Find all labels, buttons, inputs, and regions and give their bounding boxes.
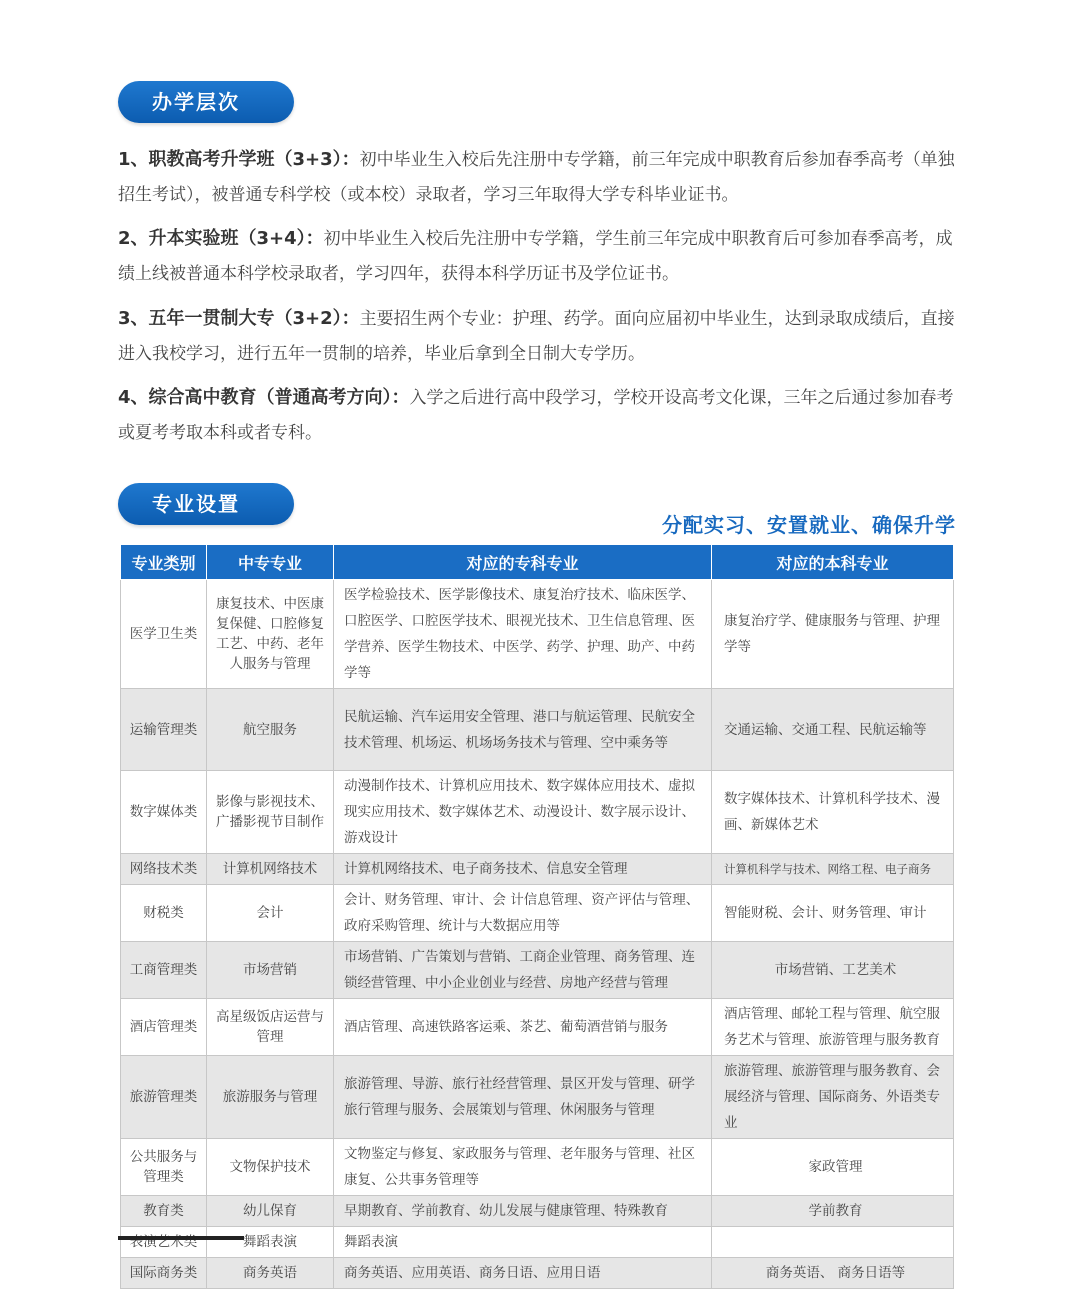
secondary-major-cell: 影像与影视技术、广播影视节目制作 xyxy=(207,771,334,854)
bachelor-major-cell: 交通运输、交通工程、民航运输等 xyxy=(712,689,954,771)
college-major-cell: 酒店管理、高速铁路客运乘、茶艺、葡萄酒营销与服务 xyxy=(334,999,712,1056)
header-secondary-major: 中专专业 xyxy=(207,545,334,580)
program-heading: 4、综合高中教育（普通高考方向）： xyxy=(118,387,410,408)
bachelor-major-cell: 计算机科学与技术、网络工程、电子商务 xyxy=(712,854,954,885)
secondary-major-cell: 高星级饭店运营与管理 xyxy=(207,999,334,1056)
program-text: 初中毕业生入校后先注册中专学籍，前三年完成中职教育后参加春季高考（单独招生考试），被普通专科学校（或本校）录取者，学习三年取得大学专科毕业证书。 xyxy=(118,150,955,205)
program-item xyxy=(118,380,968,451)
college-major-cell: 文物鉴定与修复、家政服务与管理、老年服务与管理、社区康复、公共事务管理等 xyxy=(334,1139,712,1196)
slogan: 分配实习、安置就业、确保升学 xyxy=(662,513,956,537)
secondary-major-cell: 会计 xyxy=(207,885,334,942)
table-row xyxy=(121,854,954,885)
category-cell: 网络技术类 xyxy=(121,854,207,885)
header-college-major: 对应的专科专业 xyxy=(334,545,712,580)
bachelor-major-cell: 市场营销、工艺美术 xyxy=(712,942,954,999)
table-row xyxy=(121,942,954,999)
secondary-major-cell: 康复技术、中医康复保健、口腔修复工艺、中药、老年人服务与管理 xyxy=(207,580,334,689)
college-major-cell: 民航运输、汽车运用安全管理、港口与航运管理、民航安全技术管理、机场运、机场场务技术与管理、空中乘务等 xyxy=(334,689,712,771)
table-body xyxy=(121,580,954,1289)
secondary-major-cell: 文物保护技术 xyxy=(207,1139,334,1196)
college-major-cell: 动漫制作技术、计算机应用技术、数字媒体应用技术、虚拟现实应用技术、数字媒体艺术、动漫设计、数字展示设计、游戏设计 xyxy=(334,771,712,854)
next-section-fragment xyxy=(118,1236,244,1249)
table-row xyxy=(121,1258,954,1289)
table-row xyxy=(121,689,954,771)
category-cell: 财税类 xyxy=(121,885,207,942)
bachelor-major-cell: 酒店管理、邮轮工程与管理、航空服务艺术与管理、旅游管理与服务教育 xyxy=(712,999,954,1056)
table-row xyxy=(121,1227,954,1258)
category-cell: 工商管理类 xyxy=(121,942,207,999)
secondary-major-cell: 计算机网络技术 xyxy=(207,854,334,885)
program-text: 初中毕业生入校后先注册中专学籍，学生前三年完成中职教育后可参加春季高考，成绩上线被普通本科学校录取者，学习四年，获得本科学历证书及学位证书。 xyxy=(118,229,953,284)
bachelor-major-cell: 数字媒体技术、计算机科学技术、漫画、新媒体艺术 xyxy=(712,771,954,854)
college-major-cell: 舞蹈表演 xyxy=(334,1227,712,1258)
category-cell: 数字媒体类 xyxy=(121,771,207,854)
program-item xyxy=(118,142,968,213)
section-title: 专业设置 xyxy=(152,492,240,516)
category-cell: 运输管理类 xyxy=(121,689,207,771)
category-cell: 公共服务与管理类 xyxy=(121,1139,207,1196)
program-heading: 3、五年一贯制大专（3+2）： xyxy=(118,308,360,329)
secondary-major-cell: 商务英语 xyxy=(207,1258,334,1289)
program-item xyxy=(118,221,968,292)
secondary-major-cell: 旅游服务与管理 xyxy=(207,1056,334,1139)
table-row xyxy=(121,1139,954,1196)
college-major-cell: 旅游管理、导游、旅行社经营管理、景区开发与管理、研学旅行管理与服务、会展策划与管理、休闲服务与管理 xyxy=(334,1056,712,1139)
program-heading: 1、职教高考升学班（3+3）： xyxy=(118,149,360,170)
section-title-pill xyxy=(118,483,294,525)
table-row xyxy=(121,885,954,942)
bachelor-major-cell: 智能财税、会计、财务管理、审计 xyxy=(712,885,954,942)
table-row xyxy=(121,771,954,854)
secondary-major-cell: 市场营销 xyxy=(207,942,334,999)
college-major-cell: 商务英语、应用英语、商务日语、应用日语 xyxy=(334,1258,712,1289)
header-category: 专业类别 xyxy=(121,545,207,580)
secondary-major-cell: 航空服务 xyxy=(207,689,334,771)
bachelor-major-cell: 旅游管理、旅游管理与服务教育、会展经济与管理、国际商务、外语类专业 xyxy=(712,1056,954,1139)
bachelor-major-cell: 商务英语、 商务日语等 xyxy=(712,1258,954,1289)
college-major-cell: 早期教育、学前教育、幼儿发展与健康管理、特殊教育 xyxy=(334,1196,712,1227)
category-cell: 酒店管理类 xyxy=(121,999,207,1056)
program-text: 入学之后进行高中段学习，学校开设高考文化课，三年之后通过参加春考或夏考考取本科或者专科。 xyxy=(118,388,954,443)
majors-table xyxy=(120,544,954,1289)
program-heading: 2、升本实验班（3+4）： xyxy=(118,228,324,249)
program-item xyxy=(118,301,968,372)
category-cell: 教育类 xyxy=(121,1196,207,1227)
program-text: 主要招生两个专业：护理、药学。面向应届初中毕业生，达到录取成绩后，直接进入我校学习，进行五年一贯制的培养，毕业后拿到全日制大专学历。 xyxy=(118,309,955,364)
bachelor-major-cell: 康复治疗学、健康服务与管理、护理学等 xyxy=(712,580,954,689)
college-major-cell: 会计、财务管理、审计、会 计信息管理、资产评估与管理、政府采购管理、统计与大数据应用等 xyxy=(334,885,712,942)
bachelor-major-cell: 学前教育 xyxy=(712,1196,954,1227)
college-major-cell: 市场营销、广告策划与营销、工商企业管理、商务管理、连锁经营管理、中小企业创业与经营、房地产经营与管理 xyxy=(334,942,712,999)
category-cell: 医学卫生类 xyxy=(121,580,207,689)
section-title: 办学层次 xyxy=(152,90,240,114)
category-cell: 旅游管理类 xyxy=(121,1056,207,1139)
college-major-cell: 计算机网络技术、电子商务技术、信息安全管理 xyxy=(334,854,712,885)
header-bachelor-major: 对应的本科专业 xyxy=(712,545,954,580)
table-header-row xyxy=(121,545,954,580)
category-cell: 国际商务类 xyxy=(121,1258,207,1289)
table-row xyxy=(121,580,954,689)
table-row xyxy=(121,1056,954,1139)
table-row xyxy=(121,1196,954,1227)
table-row xyxy=(121,999,954,1056)
college-major-cell: 医学检验技术、医学影像技术、康复治疗技术、临床医学、口腔医学、口腔医学技术、眼视光技术、卫生信息管理、医学营养、医学生物技术、中医学、药学、护理、助产、中药学等 xyxy=(334,580,712,689)
section-title-pill xyxy=(118,81,294,123)
secondary-major-cell: 幼儿保育 xyxy=(207,1196,334,1227)
bachelor-major-cell xyxy=(712,1227,954,1258)
secondary-major-cell: 舞蹈表演 xyxy=(207,1227,334,1258)
bachelor-major-cell: 家政管理 xyxy=(712,1139,954,1196)
category-cell: 表演艺术类 xyxy=(121,1227,207,1258)
